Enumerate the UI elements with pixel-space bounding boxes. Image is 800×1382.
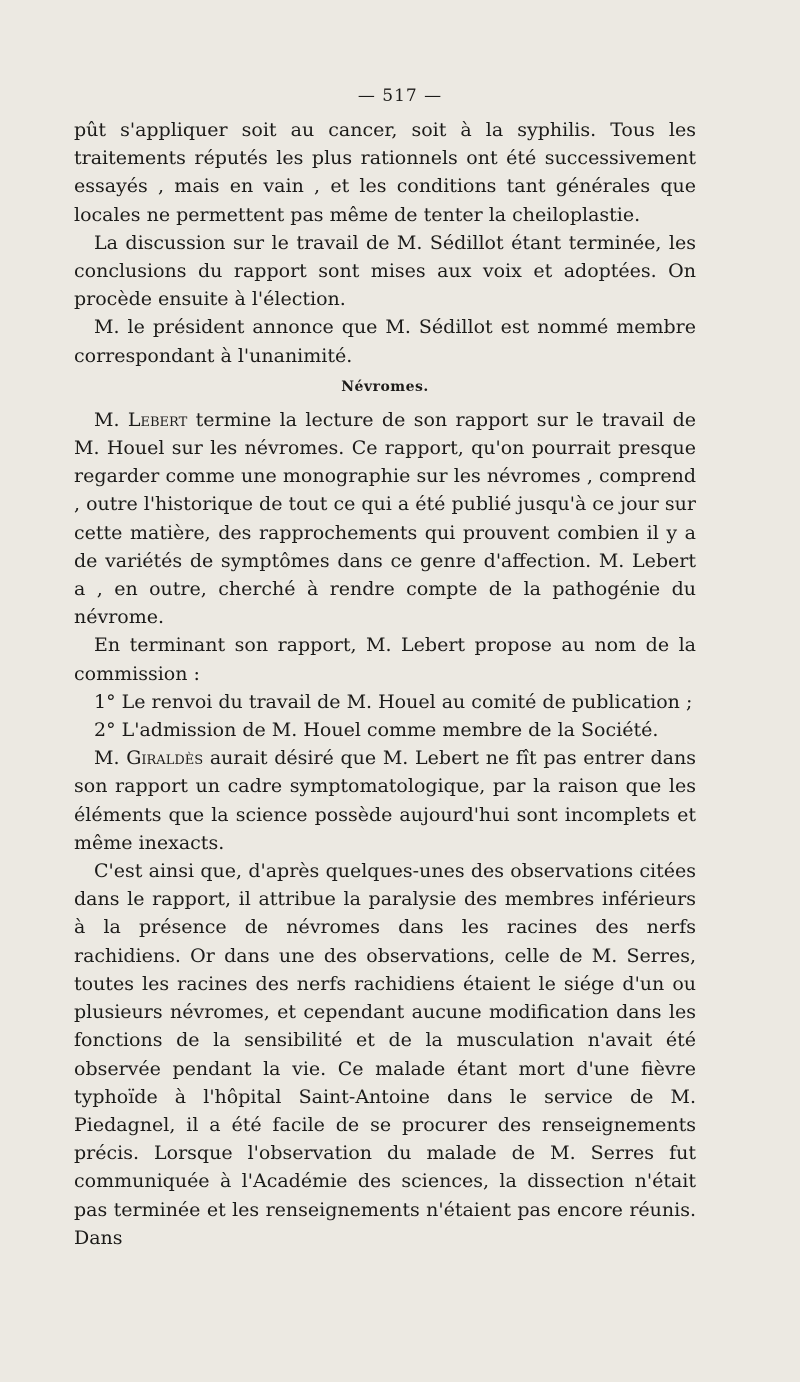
- paragraph-conclusion-intro: En terminant son rapport, M. Lebert propose au nom de la commission :: [74, 634, 696, 685]
- paragraph-lebert-report: [74, 406, 696, 632]
- lebert-prefix: M.: [94, 408, 120, 431]
- giraldes-prefix: M.: [94, 747, 120, 770]
- section-heading: Névromes.: [341, 378, 429, 395]
- paragraph-giraldes: [74, 744, 696, 857]
- page-body: [74, 116, 696, 1252]
- giraldes-text: aurait désiré que M. Lebert ne fît pas entrer dans son rapport un cadre symptomatologique, par la raison que les éléments que la science possède aujourd'hui sont incomplets et même inexacts.: [74, 747, 696, 854]
- paragraph-cheiloplastie: pût s'appliquer soit au cancer, soit à la syphilis. Tous les traitements réputés les plus rationnels ont été successivement essayés , mais en vain , et les conditions tant générales que locales ne permettent pas même de tenter la cheiloplastie.: [74, 119, 696, 226]
- page-number: — 517 —: [357, 86, 443, 106]
- paragraph-serres-observation: C'est ainsi que, d'après quelques-unes des observations citées dans le rapport, il attribue la paralysie des membres inférieurs à la présence de névromes dans les racines des nerfs rachidiens. Or dans une des observations, celle de M. Serres, toutes les racines des nerfs rachidiens étaient le siége d'un ou plusieurs névromes, et cependant aucune modification dans les fonctions de la sensibilité et de la musculation n'avait été observée pendant la vie. Ce malade étant mort d'une fièvre typhoïde à l'hôpital Saint-Antoine dans le service de M. Piedagnel, il a été facile de se procurer des renseignements précis. Lorsque l'observation du malade de M. Serres fut communiquée à l'Académie des sciences, la dissection n'était pas terminée et les renseignements n'étaient pas encore réunis. Dans: [74, 860, 696, 1249]
- paragraph-discussion: La discussion sur le travail de M. Sédillot étant terminée, les conclusions du rapport sont mises aux voix et adoptées. On procède ensuite à l'élection.: [74, 231, 696, 311]
- list-item-first: 1° Le renvoi du travail de M. Houel au comité de publication ;: [94, 690, 693, 713]
- paragraph-election: M. le président annonce que M. Sédillot est nommé membre correspondant à l'unanimité.: [74, 316, 696, 367]
- list-item-second: 2° L'admission de M. Houel comme membre de la Société.: [94, 719, 659, 742]
- giraldes-name: Giraldès: [126, 747, 204, 770]
- lebert-text: termine la lecture de son rapport sur le travail de M. Houel sur les névromes. Ce rapport, qu'on pourrait presque regarder comme une monographie sur les névromes , comprend , outre l'historique de tout ce qui a été publié jusqu'à ce jour sur cette matière, des rapprochements qui prouvent combien il y a de variétés de symptômes dans ce genre d'affection. M. Lebert a , en outre, cherché à rendre compte de la pathogénie du névrome.: [74, 408, 696, 629]
- lebert-name: Lebert: [127, 408, 188, 431]
